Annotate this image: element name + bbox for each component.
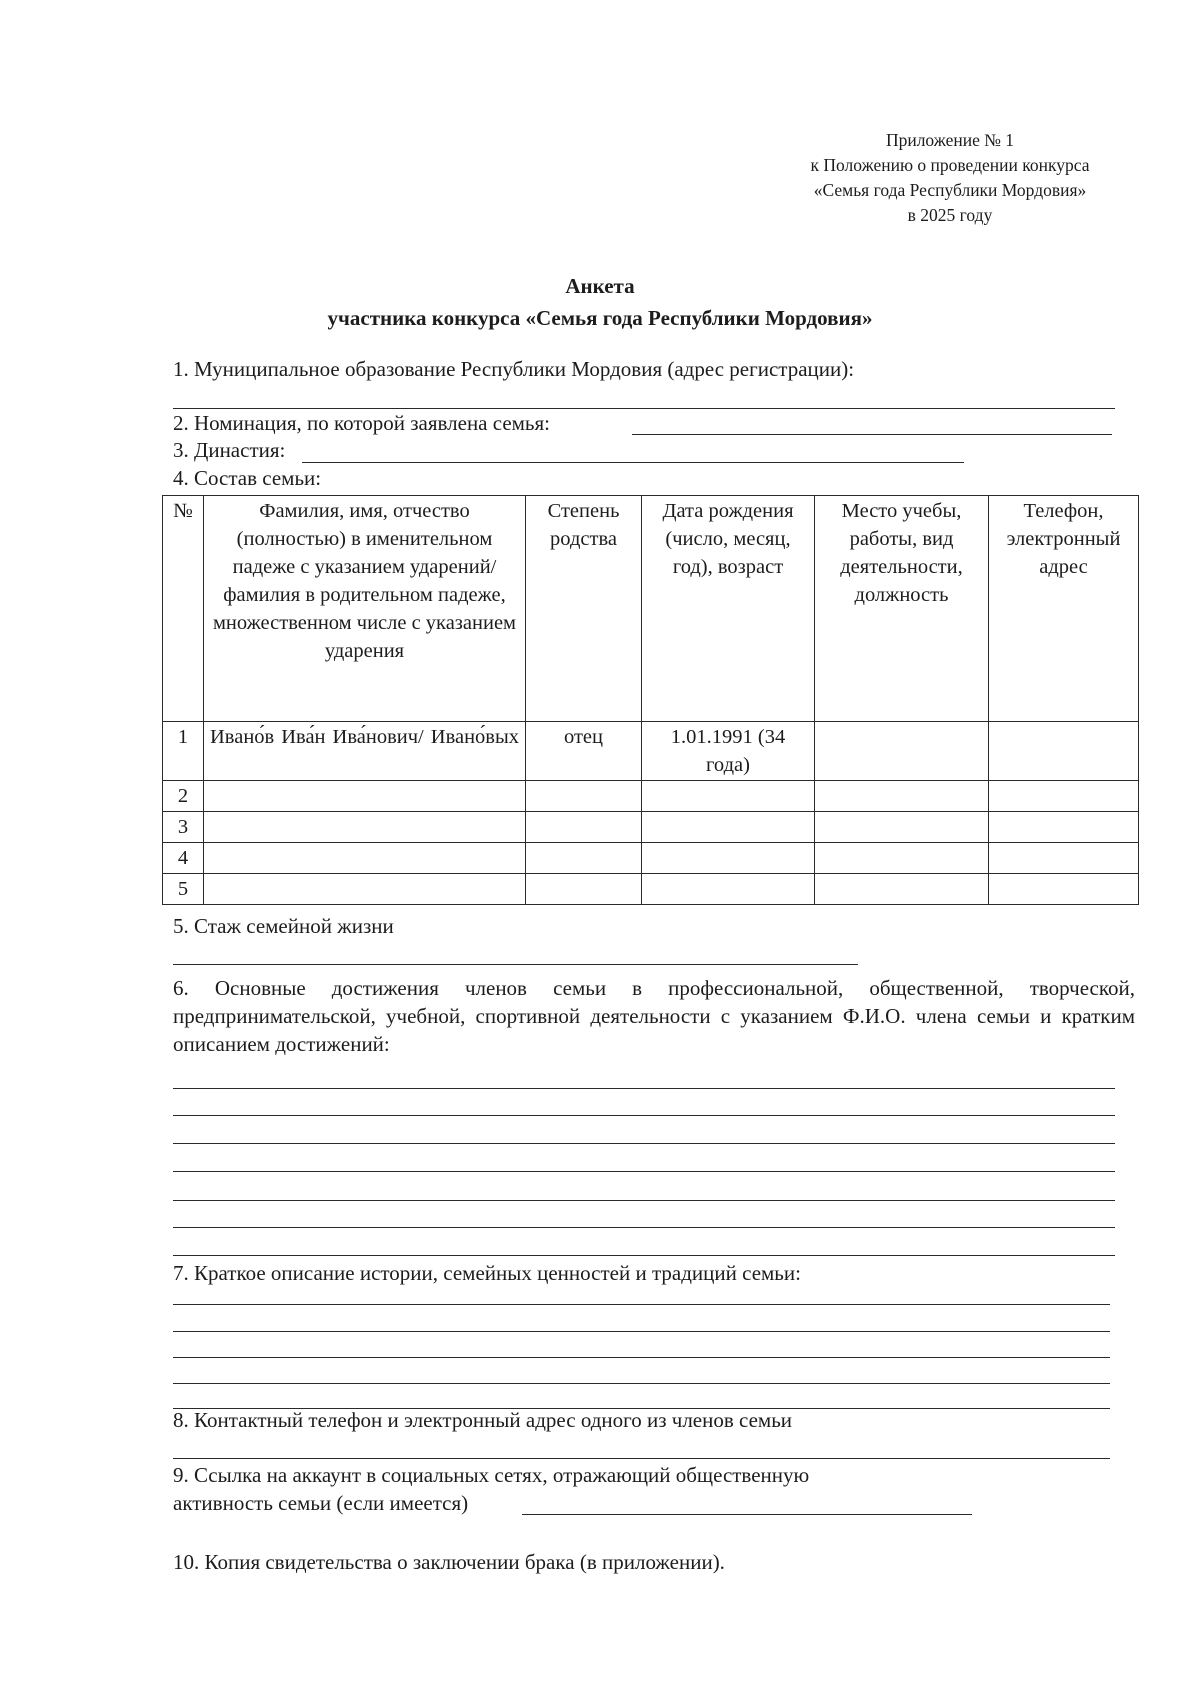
- header-contact: Телефон, электронный адрес: [989, 496, 1139, 722]
- table-row: [163, 843, 1139, 874]
- row-name[interactable]: [204, 874, 526, 905]
- item-9-label-line-1: 9. Ссылка на аккаунт в социальных сетях, отражающий общественную: [173, 1463, 810, 1487]
- table-row: [163, 812, 1139, 843]
- item-7-fill-line[interactable]: [173, 1331, 1110, 1332]
- row-birth[interactable]: [642, 812, 815, 843]
- appendix-line-2: к Положению о проведении конкурса: [810, 155, 1090, 175]
- appendix-line-1: Приложение № 1: [885, 130, 1015, 150]
- row-num: 5: [163, 874, 204, 905]
- row-birth[interactable]: [642, 843, 815, 874]
- item-7-fill-line[interactable]: [173, 1304, 1110, 1305]
- header-num: №: [163, 496, 204, 722]
- item-7-fill-line[interactable]: [173, 1383, 1110, 1384]
- item-3-label: 3. Династия:: [173, 438, 286, 462]
- item-8-fill-line[interactable]: [173, 1458, 1110, 1459]
- row-relation[interactable]: [526, 843, 642, 874]
- row-work[interactable]: [815, 874, 989, 905]
- item-5-fill-line[interactable]: [173, 964, 858, 965]
- header-work: Место учебы, работы, вид деятельности, должность: [815, 496, 989, 722]
- row-contact[interactable]: [989, 812, 1139, 843]
- item-1-fill-line[interactable]: [173, 408, 1115, 409]
- item-7-label: 7. Краткое описание истории, семейных ценностей и традиций семьи:: [173, 1261, 801, 1285]
- table-row: [163, 781, 1139, 812]
- row-name[interactable]: [204, 812, 526, 843]
- row-contact[interactable]: [989, 781, 1139, 812]
- row-num: 3: [163, 812, 204, 843]
- row-name[interactable]: Ивано́в Ива́н Ива́нович/ Ивано́вых: [204, 722, 526, 781]
- row-num: 1: [163, 722, 204, 781]
- item-5-label: 5. Стаж семейной жизни: [173, 914, 394, 938]
- item-6-fill-line[interactable]: [173, 1088, 1115, 1089]
- row-birth[interactable]: [642, 874, 815, 905]
- row-work[interactable]: [815, 722, 989, 781]
- row-contact[interactable]: [989, 874, 1139, 905]
- item-7-fill-line[interactable]: [173, 1357, 1110, 1358]
- item-9-label-line-2: активность семьи (если имеется): [173, 1491, 469, 1515]
- document-title: Анкета: [565, 274, 635, 298]
- item-4-label: 4. Состав семьи:: [173, 466, 322, 490]
- row-birth[interactable]: 1.01.1991 (34 года): [642, 722, 815, 781]
- row-contact[interactable]: [989, 843, 1139, 874]
- row-num: 4: [163, 843, 204, 874]
- row-birth[interactable]: [642, 781, 815, 812]
- item-2-label: 2. Номинация, по которой заявлена семья:: [173, 411, 551, 435]
- family-composition-table: [162, 495, 1139, 905]
- table-row: [163, 722, 1139, 781]
- row-work[interactable]: [815, 843, 989, 874]
- item-9-fill-line[interactable]: [522, 1514, 972, 1515]
- row-name[interactable]: [204, 843, 526, 874]
- item-6-fill-line[interactable]: [173, 1143, 1115, 1144]
- header-relation: Степень родства: [526, 496, 642, 722]
- item-6-fill-line[interactable]: [173, 1115, 1115, 1116]
- row-work[interactable]: [815, 812, 989, 843]
- row-work[interactable]: [815, 781, 989, 812]
- item-6-fill-line[interactable]: [173, 1200, 1115, 1201]
- item-3-fill-line[interactable]: [302, 462, 964, 463]
- appendix-line-3: «Семья года Республики Мордовия»: [813, 180, 1087, 200]
- row-relation[interactable]: отец: [526, 722, 642, 781]
- header-name: Фамилия, имя, отчество (полностью) в именительном падеже с указанием ударений/фамилия в родительном падеже, множественном числе с указанием ударения: [204, 496, 526, 722]
- row-relation[interactable]: [526, 781, 642, 812]
- appendix-header: [780, 128, 1120, 228]
- row-num: 2: [163, 781, 204, 812]
- item-1-label: 1. Муниципальное образование Республики Мордовия (адрес регистрации):: [173, 357, 855, 381]
- item-6-label: 6. Основные достижения членов семьи в профессиональной, общественной, творческой, предпринимательской, учебной, спортивной деятельности с указанием Ф.И.О. члена семьи и кратким описанием достижений:: [173, 976, 1135, 1056]
- table-row: [163, 874, 1139, 905]
- item-6-fill-line[interactable]: [173, 1255, 1115, 1256]
- item-8-label: 8. Контактный телефон и электронный адрес одного из членов семьи: [173, 1408, 793, 1432]
- table-header-row: [163, 496, 1139, 722]
- row-relation[interactable]: [526, 812, 642, 843]
- row-contact[interactable]: [989, 722, 1139, 781]
- item-2-fill-line[interactable]: [632, 434, 1112, 435]
- document-subtitle: участника конкурса «Семья года Республики Мордовия»: [327, 306, 873, 330]
- row-name[interactable]: [204, 781, 526, 812]
- item-10-label: 10. Копия свидетельства о заключении брака (в приложении).: [173, 1550, 725, 1574]
- appendix-line-4: в 2025 году: [907, 205, 993, 225]
- row-relation[interactable]: [526, 874, 642, 905]
- header-birth: Дата рождения (число, месяц, год), возраст: [642, 496, 815, 722]
- item-6-fill-line[interactable]: [173, 1171, 1115, 1172]
- item-6-fill-line[interactable]: [173, 1227, 1115, 1228]
